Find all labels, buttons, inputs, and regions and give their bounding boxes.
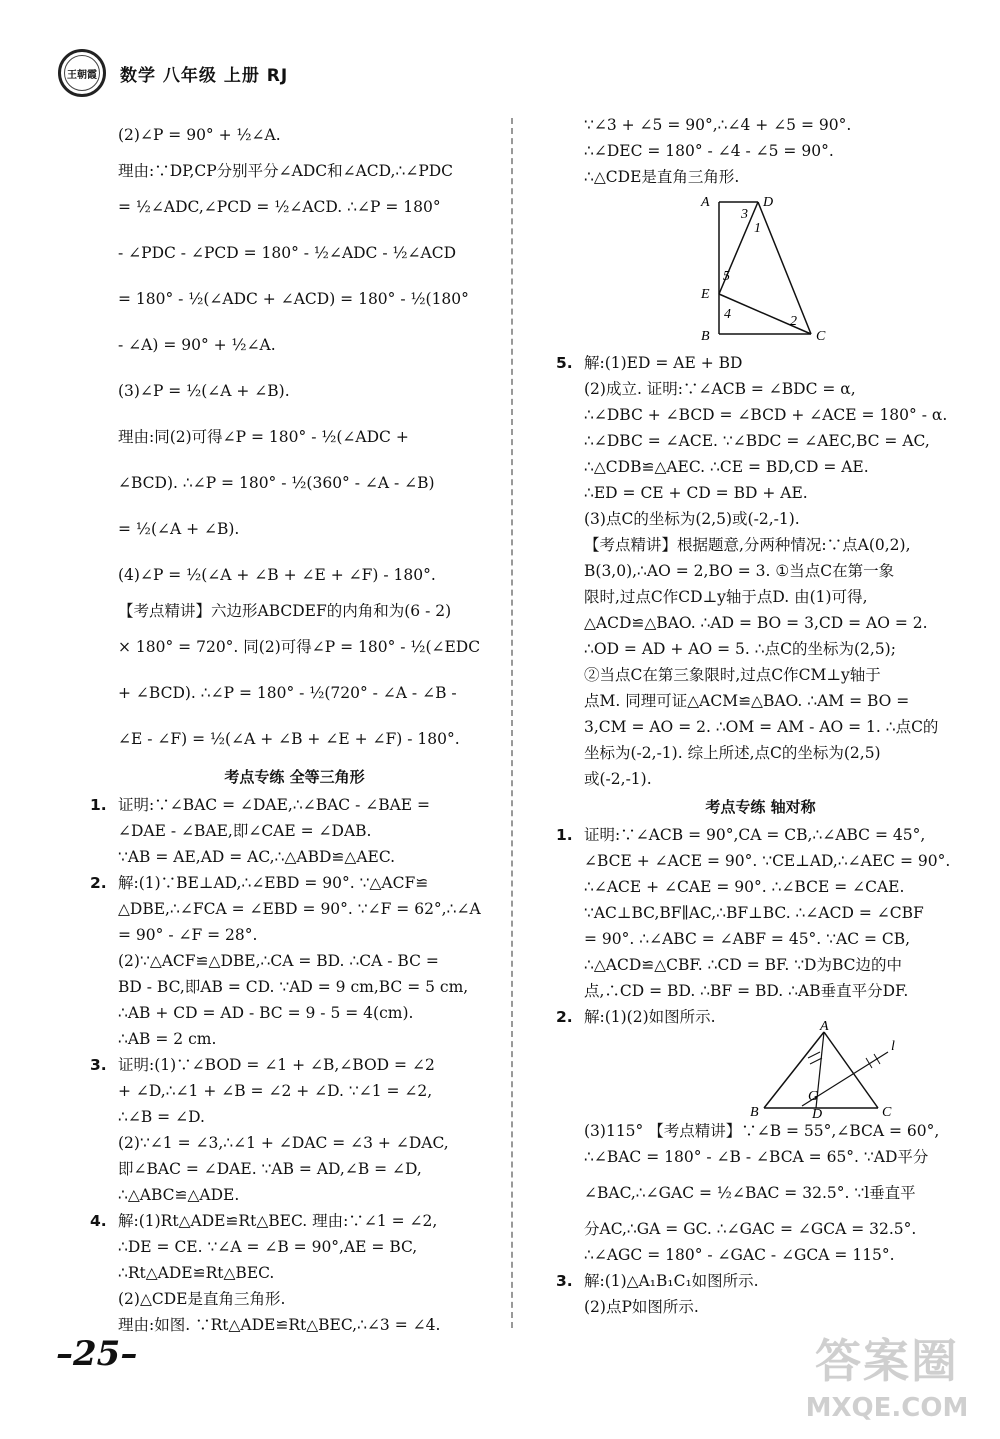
text-line: (3)∠P = ½(∠A + ∠B). <box>118 382 290 400</box>
text-line: = 90° - ∠F = 28°. <box>118 926 258 944</box>
vertex-label-d: D <box>763 195 774 210</box>
text-line: ∴△CDB≌△AEC. ∴CE = BD,CD = AE. <box>584 458 869 476</box>
text-line: 解:(1)(2)如图所示. <box>584 1008 716 1026</box>
text-line: ∴△ABC≌△ADE. <box>118 1186 240 1204</box>
vertex-label-e: E <box>701 287 710 302</box>
watermark-line2: MXQE.COM <box>805 1393 969 1423</box>
text-line: (2)△CDE是直角三角形. <box>118 1290 286 1308</box>
text-line: ∴△CDE是直角三角形. <box>584 168 740 186</box>
text-line: ∠E - ∠F) = ½(∠A + ∠B + ∠E + ∠F) - 180°. <box>118 730 460 748</box>
text-line: ∴Rt△ADE≌Rt△BEC. <box>118 1264 275 1282</box>
text-line: 点,∴CD = BD. ∴BF = BD. ∴AB垂直平分DF. <box>584 982 909 1000</box>
text-line: 解:(1)∵BE⊥AD,∴∠EBD = 90°. ∵△ACF≌ <box>118 874 429 892</box>
right-column <box>558 112 963 1320</box>
text-line: ∴ED = CE + CD = BD + AE. <box>584 484 808 502</box>
text-line: ∵∠3 + ∠5 = 90°,∴∠4 + ∠5 = 90°. <box>584 116 852 134</box>
text-line: ∴DE = CE. ∵∠A = ∠B = 90°,AE = BC, <box>118 1238 418 1256</box>
vertex-label-b: B <box>701 329 710 344</box>
text-line: B(3,0),∴AO = 2,BO = 3. ①当点C在第一象 <box>584 562 895 580</box>
section-title: 考点专练 全等三角形 <box>224 768 365 786</box>
text-line: ②当点C在第三象限时,过点C作CM⊥y轴于 <box>584 666 881 684</box>
text-line: ∴△ACD≌△CBF. ∴CD = BF. ∵D为BC边的中 <box>584 956 903 974</box>
text-line: + ∠BCD). ∴∠P = 180° - ½(720° - ∠A - ∠B - <box>118 684 457 702</box>
brand-logo <box>58 49 106 97</box>
question-number: 3. <box>556 1272 573 1290</box>
text-line: (2)∵△ACF≌△DBE,∴CA = BD. ∴CA - BC = <box>118 952 439 970</box>
text-line: 坐标为(-2,-1). 综上所述,点C的坐标为(2,5) <box>584 744 881 762</box>
logo-text: 王朝霞 <box>64 55 100 91</box>
angle-label-4: 4 <box>724 307 731 322</box>
angle-label-5: 5 <box>723 269 730 284</box>
text-line: = ½(∠A + ∠B). <box>118 520 240 538</box>
question-number: 2. <box>90 874 107 892</box>
text-line: 证明:∵∠ACB = 90°,CA = CB,∴∠ABC = 45°, <box>584 826 926 844</box>
angle-label-1: 1 <box>754 221 761 236</box>
text-line: ∠BAC,∴∠GAC = ½∠BAC = 32.5°. ∵l垂直平 <box>584 1184 916 1202</box>
text-line: ∴OD = AD + AO = 5. ∴点C的坐标为(2,5); <box>584 640 896 658</box>
watermark <box>802 1331 972 1431</box>
text-line: 证明:(1)∵∠BOD = ∠1 + ∠B,∠BOD = ∠2 <box>118 1056 435 1074</box>
text-line: (3)115° 【考点精讲】∵∠B = 55°,∠BCA = 60°, <box>584 1122 940 1140</box>
text-line: ∴∠ACE + ∠CAE = 90°. ∴∠BCE = ∠CAE. <box>584 878 905 896</box>
text-line: = 180° - ½(∠ADC + ∠ACD) = 180° - ½(180° <box>118 290 469 308</box>
text-line: (2)∵∠1 = ∠3,∴∠1 + ∠DAC = ∠3 + ∠DAC, <box>118 1134 449 1152</box>
vertex-label-c: C <box>882 1105 892 1120</box>
text-line: ∴AB = 2 cm. <box>118 1030 217 1048</box>
line-label-l: l <box>891 1039 895 1054</box>
text-line: 理由:∵DP,CP分别平分∠ADC和∠ACD,∴∠PDC <box>118 162 454 180</box>
text-line: 解:(1)△A₁B₁C₁如图所示. <box>584 1272 759 1290</box>
text-line: ∠BCD). ∴∠P = 180° - ½(360° - ∠A - ∠B) <box>118 474 435 492</box>
text-line: 即∠BAC = ∠DAE. ∵AB = AD,∠B = ∠D, <box>118 1160 422 1178</box>
text-line: - ∠PDC - ∠PCD = 180° - ½∠ADC - ½∠ACD <box>118 244 457 262</box>
page-header <box>58 48 288 98</box>
text-line: = 90°. ∴∠ABC = ∠ABF = 45°. ∵AC = CB, <box>584 930 911 948</box>
question-number: 4. <box>90 1212 107 1230</box>
text-line: ∴∠BAC = 180° - ∠B - ∠BCA = 65°. ∵AD平分 <box>584 1148 929 1166</box>
text-line: (2)成立. 证明:∵∠ACB = ∠BDC = α, <box>584 380 856 398</box>
text-line: ∠DAE - ∠BAE,即∠CAE = ∠DAB. <box>118 822 372 840</box>
text-line: BD - BC,即AB = CD. ∵AD = 9 cm,BC = 5 cm, <box>118 978 469 996</box>
text-line: ∴∠DBC = ∠ACE. ∵∠BDC = ∠AEC,BC = AC, <box>584 432 930 450</box>
text-line: 点M. 同理可证△ACM≌△BAO. ∴AM = BO = <box>584 692 910 710</box>
text-line: 解:(1)ED = AE + BD <box>584 354 743 372</box>
text-line: ∵AC⊥BC,BF∥AC,∴BF⊥BC. ∴∠ACD = ∠CBF <box>584 904 924 922</box>
text-line: 理由:如图. ∵Rt△ADE≌Rt△BEC,∴∠3 = ∠4. <box>118 1316 441 1334</box>
text-line: 3,CM = AO = 2. ∴OM = AM - AO = 1. ∴点C的 <box>584 718 939 736</box>
text-line: ∴∠B = ∠D. <box>118 1108 205 1126</box>
text-line: ∠BCE + ∠ACE = 90°. ∵CE⊥AD,∴∠AEC = 90°. <box>584 852 951 870</box>
text-line: = ½∠ADC,∠PCD = ½∠ACD. ∴∠P = 180° <box>118 198 441 216</box>
text-line: × 180° = 720°. 同(2)可得∠P = 180° - ½(∠EDC <box>118 638 481 656</box>
text-line: 分AC,∴GA = GC. ∴∠GAC = ∠GCA = 32.5°. <box>584 1220 917 1238</box>
figure-right-triangle-cde <box>558 190 963 350</box>
question-number: 2. <box>556 1008 573 1026</box>
text-line: ∴∠DBC + ∠BCD = ∠BCD + ∠ACE = 180° - α. <box>584 406 948 424</box>
column-divider <box>511 118 513 1328</box>
figure-triangle-abc <box>558 1019 963 1122</box>
watermark-line1: 答案圈 <box>815 1334 959 1388</box>
angle-label-2: 2 <box>790 314 797 329</box>
angle-label-3: 3 <box>741 207 748 222</box>
text-line: (2)∠P = 90° + ½∠A. <box>118 126 281 144</box>
left-column <box>92 112 497 1338</box>
page-number: –25– <box>56 1334 138 1374</box>
text-line: - ∠A) = 90° + ½∠A. <box>118 336 276 354</box>
text-line: + ∠D,∴∠1 + ∠B = ∠2 + ∠D. ∵∠1 = ∠2, <box>118 1082 433 1100</box>
text-line: (4)∠P = ½(∠A + ∠B + ∠E + ∠F) - 180°. <box>118 566 436 584</box>
vertex-label-c: C <box>816 329 826 344</box>
question-number: 1. <box>90 796 107 814</box>
text-line: 【考点精讲】根据题意,分两种情况:∵点A(0,2), <box>584 536 911 554</box>
text-line: △ACD≌△BAO. ∴AD = BO = 3,CD = AO = 2. <box>584 614 928 632</box>
text-line: (3)点C的坐标为(2,5)或(-2,-1). <box>584 510 800 528</box>
vertex-label-b: B <box>750 1105 759 1120</box>
text-line: 理由:同(2)可得∠P = 180° - ½(∠ADC + <box>118 428 409 446</box>
vertex-label-d: D <box>812 1107 823 1122</box>
vertex-label-a: A <box>820 1019 829 1034</box>
question-number: 3. <box>90 1056 107 1074</box>
text-line: 限时,过点C作CD⊥y轴于点D. 由(1)可得, <box>584 588 868 606</box>
point-label-g: G <box>808 1089 819 1104</box>
question-number: 5. <box>556 354 573 372</box>
text-line: ∵AB = AE,AD = AC,∴△ABD≌△AEC. <box>118 848 396 866</box>
vertex-label-a: A <box>701 195 710 210</box>
text-line: ∴∠AGC = 180° - ∠GAC - ∠GCA = 115°. <box>584 1246 895 1264</box>
text-line: 解:(1)Rt△ADE≌Rt△BEC. 理由:∵∠1 = ∠2, <box>118 1212 438 1230</box>
text-line: 【考点精讲】六边形ABCDEF的内角和为(6 - 2) <box>118 602 452 620</box>
text-line: 或(-2,-1). <box>584 770 652 788</box>
book-title: 数学 八年级 上册 RJ <box>120 65 289 86</box>
text-line: 证明:∵∠BAC = ∠DAE,∴∠BAC - ∠BAE = <box>118 796 431 814</box>
section-title: 考点专练 轴对称 <box>705 798 816 816</box>
text-line: △DBE,∴∠FCA = ∠EBD = 90°. ∵∠F = 62°,∴∠A <box>118 900 481 918</box>
question-number: 1. <box>556 826 573 844</box>
text-line: ∴AB + CD = AD - BC = 9 - 5 = 4(cm). <box>118 1004 414 1022</box>
text-line: ∴∠DEC = 180° - ∠4 - ∠5 = 90°. <box>584 142 834 160</box>
text-line: (2)点P如图所示. <box>584 1298 699 1316</box>
